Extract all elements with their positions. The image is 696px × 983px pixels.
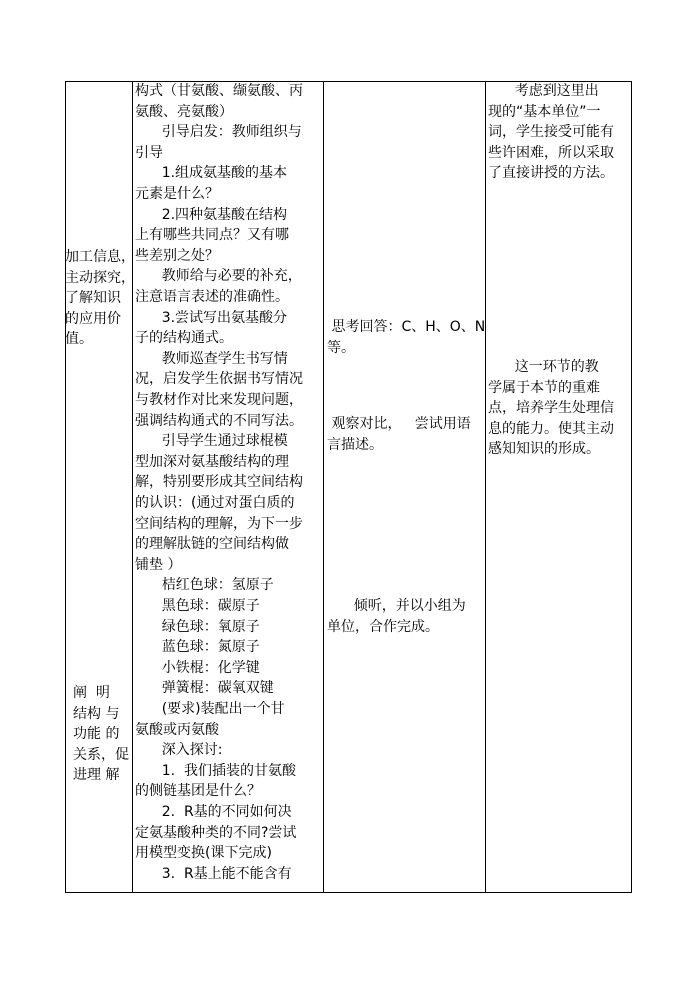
text-line: 小铁棍：化学键 <box>135 659 260 676</box>
text-line: 引导学生通过球棍模 <box>135 433 288 450</box>
text-line: 强调结构通式的不同写法。 <box>135 412 303 429</box>
text-line: 单位，合作完成。 <box>327 618 439 635</box>
text-line: 3.尝试写出氨基酸分 <box>135 309 288 326</box>
text-line: 上有哪些共同点？又有哪 <box>135 227 289 244</box>
text-line: 绿色球：氧原子 <box>135 618 260 635</box>
text-line: 的应用价 <box>65 310 121 327</box>
text-line: 的侧链基团是什么？ <box>135 783 261 800</box>
text-line: 关系，促 <box>73 746 129 763</box>
text-line: 1.组成氨基酸的基本 <box>135 165 288 182</box>
text-line: 这一环节的教 <box>488 359 599 375</box>
text-line: 氨酸或丙氨酸 <box>135 721 219 738</box>
text-line: 引导 <box>135 144 163 161</box>
text-line: 了解知识 <box>65 290 121 307</box>
col-divider-1 <box>132 81 133 893</box>
text-line: 的理解肽链的空间结构做 <box>135 536 289 553</box>
text-line: 息的能力。使其主动 <box>488 420 614 437</box>
text-line: 了直接讲授的方法。 <box>488 165 614 182</box>
text-line: 蓝色球：氮原子 <box>135 639 260 656</box>
text-line: 点，培养学生处理信 <box>488 400 614 417</box>
text-line: 铺垫 ） <box>135 556 182 573</box>
text-line: 空间结构的理解，为下一步 <box>135 515 303 532</box>
text-line: 言描述。 <box>327 436 383 453</box>
text-line: 元素是什么？ <box>135 186 219 202</box>
text-line: 解，特别要形成其空间结构 <box>135 474 303 491</box>
text-line: 黑色球：碳原子 <box>135 598 260 614</box>
text-line: 进理 解 <box>73 767 120 784</box>
text-line: 些差别之处？ <box>135 247 219 264</box>
text-line: 注意语言表述的准确性。 <box>135 289 289 305</box>
text-line: 功能 的 <box>73 726 120 743</box>
text-line: 思考回答：C、H、O、N <box>327 319 486 335</box>
text-line: 教师给与必要的补充， <box>135 268 302 285</box>
text-line: 教师巡查学生书写情 <box>135 350 288 367</box>
text-line: 些许困难，所以采取 <box>488 144 614 161</box>
text-line: 等。 <box>327 339 355 356</box>
text-line: 深入探讨: <box>135 742 223 759</box>
table-right-border <box>631 81 632 893</box>
text-line: 感知知识的形成。 <box>488 441 600 458</box>
text-line: 加工信息， <box>65 249 135 265</box>
text-line: 与教材作对比来发现问题， <box>135 392 303 408</box>
text-line: 构式（甘氨酸、缬氨酸、丙 <box>135 83 303 99</box>
text-line: 定氨基酸种类的不同?尝试 <box>135 824 297 841</box>
text-line: 2. R基的不同如何决 <box>135 804 292 820</box>
text-line: 观察对比， 尝试用语 <box>327 416 471 432</box>
text-line: 阐 明 <box>73 685 110 701</box>
table-left-border <box>65 81 66 893</box>
text-line: 弹簧棍：碳氧双键 <box>135 680 274 697</box>
text-line: 现的“基本单位”一 <box>488 103 601 120</box>
text-line: 考虑到这里出 <box>488 83 599 99</box>
col-divider-2 <box>323 81 324 893</box>
text-line: 桔红色球：氢原子 <box>135 577 274 594</box>
text-line: 值。 <box>65 331 93 348</box>
text-line: 倾听，并以小组为 <box>327 598 466 614</box>
text-line: 结构 与 <box>73 705 120 722</box>
text-line: 1. 我们插装的甘氨酸 <box>135 762 296 779</box>
text-line: 3. R基上能不能含有 <box>135 865 292 882</box>
text-line: 引导启发：教师组织与 <box>135 124 302 141</box>
text-line: 主动探究， <box>65 269 135 286</box>
text-line: 型加深对氨基酸结构的理 <box>135 453 289 470</box>
text-line: 氨酸、亮氨酸） <box>135 103 233 120</box>
text-line: 用模型变换(课下完成) <box>135 845 272 862</box>
text-line: 学属于本节的重难 <box>488 379 600 396</box>
text-line: (要求)装配出一个甘 <box>135 701 285 717</box>
text-line: 2.四种氨基酸在结构 <box>135 206 288 223</box>
text-line: 词，学生接受可能有 <box>488 124 614 141</box>
table-bottom-border <box>65 892 632 893</box>
col-divider-3 <box>485 81 486 893</box>
text-line: 子的结构通式。 <box>135 330 233 347</box>
lesson-table <box>65 81 632 893</box>
text-line: 的认识：(通过对蛋白质的 <box>135 495 295 511</box>
text-line: 况，启发学生依据书写情况 <box>135 371 303 388</box>
